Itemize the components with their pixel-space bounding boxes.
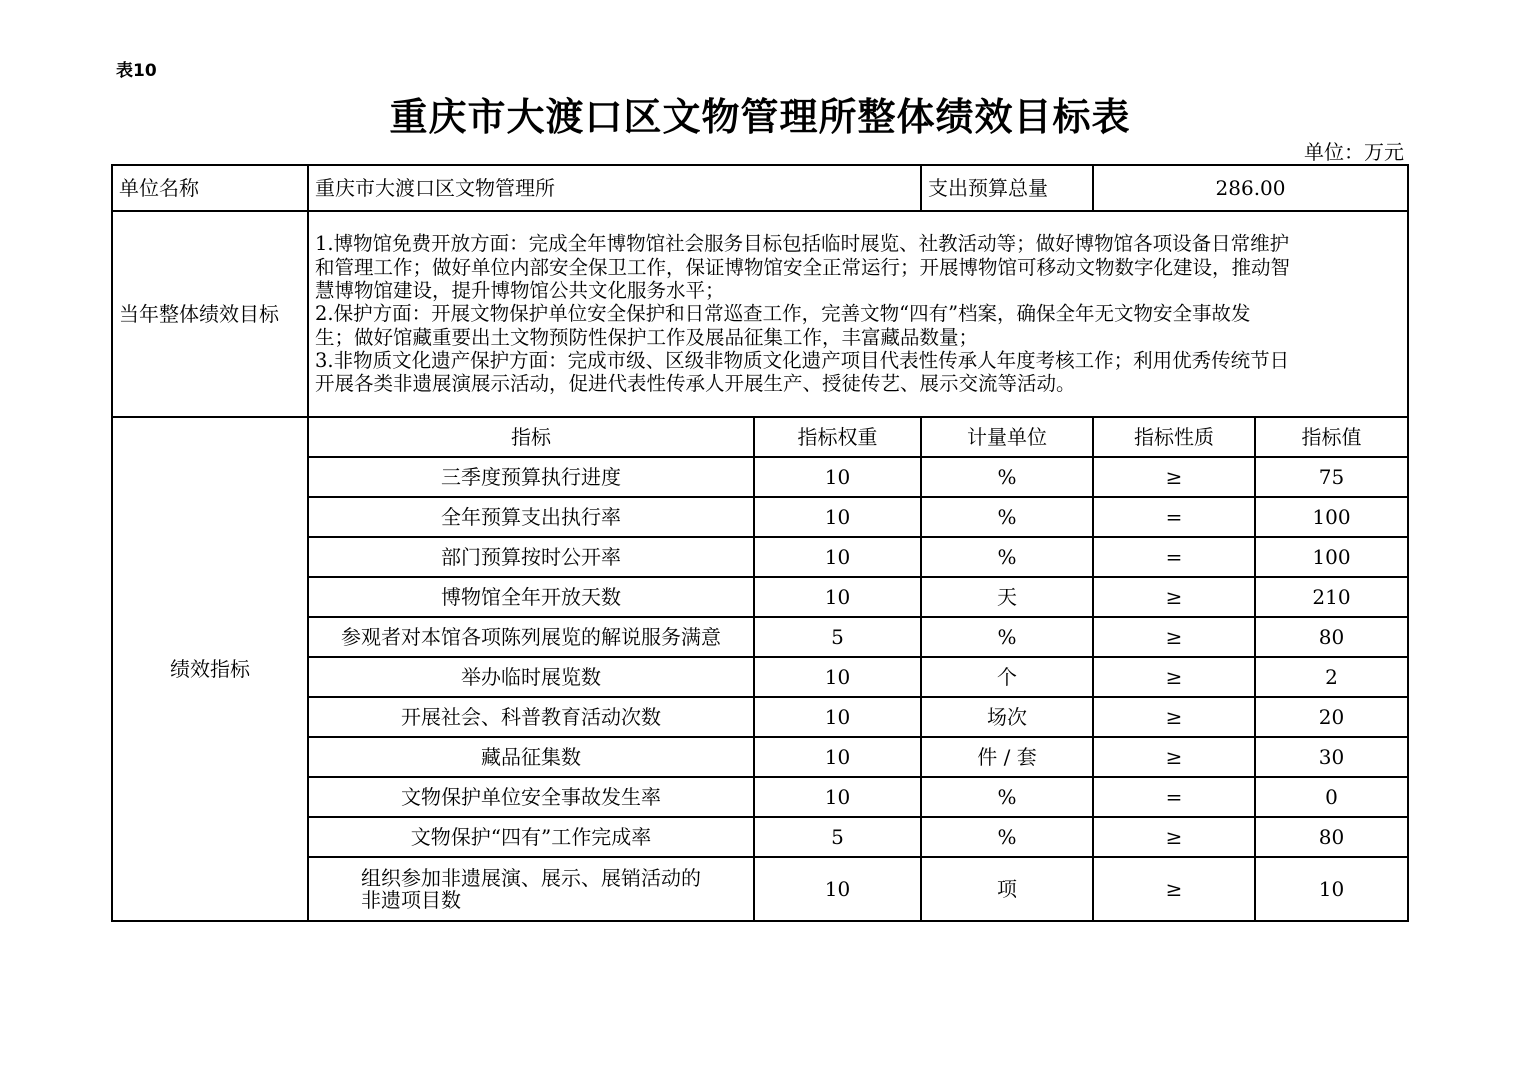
indicator-weight: 10 bbox=[754, 777, 921, 817]
goal-line: 慧博物馆建设，提升博物馆公共文化服务水平； bbox=[315, 278, 725, 302]
indicator-value: 100 bbox=[1255, 537, 1408, 577]
indicator-weight: 10 bbox=[754, 697, 921, 737]
indicator-nature: = bbox=[1093, 537, 1255, 577]
indicator-name: 藏品征集数 bbox=[308, 737, 754, 777]
indicator-weight: 10 bbox=[754, 537, 921, 577]
indicator-value: 0 bbox=[1255, 777, 1408, 817]
column-header: 计量单位 bbox=[921, 417, 1093, 457]
indicator-value: 10 bbox=[1255, 857, 1408, 921]
indicator-name: 参观者对本馆各项陈列展览的解说服务满意 bbox=[308, 617, 754, 657]
indicator-section-label: 绩效指标 bbox=[112, 417, 308, 921]
goal-line: 开展各类非遗展演展示活动，促进代表性传承人开展生产、授徒传艺、展示交流等活动。 bbox=[315, 372, 1076, 396]
indicator-name: 举办临时展览数 bbox=[308, 657, 754, 697]
currency-unit: 单位：万元 bbox=[1304, 140, 1404, 164]
indicator-unit: % bbox=[921, 617, 1093, 657]
indicator-unit: 场次 bbox=[921, 697, 1093, 737]
indicator-unit: 项 bbox=[921, 857, 1093, 921]
column-header: 指标权重 bbox=[754, 417, 921, 457]
indicator-nature: ≥ bbox=[1093, 857, 1255, 921]
indicator-nature: ≥ bbox=[1093, 617, 1255, 657]
indicator-unit: % bbox=[921, 457, 1093, 497]
indicator-weight: 10 bbox=[754, 577, 921, 617]
page-title: 重庆市大渡口区文物管理所整体绩效目标表 bbox=[389, 95, 1131, 139]
indicator-name: 文物保护“四有”工作完成率 bbox=[308, 817, 754, 857]
indicator-value: 75 bbox=[1255, 457, 1408, 497]
indicator-name: 全年预算支出执行率 bbox=[308, 497, 754, 537]
indicator-unit: % bbox=[921, 817, 1093, 857]
goal-text bbox=[308, 211, 1408, 417]
indicator-unit: % bbox=[921, 777, 1093, 817]
indicator-name-text bbox=[361, 867, 701, 911]
indicator-nature: = bbox=[1093, 777, 1255, 817]
indicator-nature: ≥ bbox=[1093, 817, 1255, 857]
column-header: 指标性质 bbox=[1093, 417, 1255, 457]
indicator-name bbox=[308, 857, 754, 921]
indicator-header-row bbox=[112, 417, 1408, 457]
indicator-value: 80 bbox=[1255, 617, 1408, 657]
indicator-weight: 10 bbox=[754, 657, 921, 697]
indicator-weight: 10 bbox=[754, 457, 921, 497]
goal-line: 和管理工作；做好单位内部安全保卫工作，保证博物馆安全正常运行；开展博物馆可移动文物数字化建设，推动智 bbox=[315, 255, 1291, 279]
indicator-value: 100 bbox=[1255, 497, 1408, 537]
budget-value: 286.00 bbox=[1093, 165, 1408, 211]
indicator-name: 部门预算按时公开率 bbox=[308, 537, 754, 577]
indicator-name-line: 非遗项目数 bbox=[361, 887, 461, 912]
column-header: 指标 bbox=[308, 417, 754, 457]
unit-name-label: 单位名称 bbox=[112, 165, 308, 211]
indicator-name-line: 组织参加非遗展演、展示、展销活动的 bbox=[361, 865, 701, 890]
indicator-nature: ≥ bbox=[1093, 577, 1255, 617]
budget-label: 支出预算总量 bbox=[921, 165, 1093, 211]
indicator-unit: 件 / 套 bbox=[921, 737, 1093, 777]
table-number: 表10 bbox=[116, 61, 157, 81]
indicator-weight: 10 bbox=[754, 857, 921, 921]
indicator-name: 博物馆全年开放天数 bbox=[308, 577, 754, 617]
indicator-weight: 5 bbox=[754, 817, 921, 857]
indicator-nature: = bbox=[1093, 497, 1255, 537]
indicator-name: 三季度预算执行进度 bbox=[308, 457, 754, 497]
indicator-nature: ≥ bbox=[1093, 657, 1255, 697]
indicator-weight: 5 bbox=[754, 617, 921, 657]
unit-info-row bbox=[112, 165, 1408, 211]
indicator-unit: 个 bbox=[921, 657, 1093, 697]
goal-line: 2.保护方面：开展文物保护单位安全保护和日常巡查工作，完善文物“四有”档案，确保全年无文物安全事故发 bbox=[315, 302, 1251, 326]
indicator-nature: ≥ bbox=[1093, 737, 1255, 777]
indicator-weight: 10 bbox=[754, 497, 921, 537]
indicator-name: 开展社会、科普教育活动次数 bbox=[308, 697, 754, 737]
performance-table bbox=[111, 164, 1409, 922]
indicator-value: 20 bbox=[1255, 697, 1408, 737]
indicator-value: 30 bbox=[1255, 737, 1408, 777]
indicator-nature: ≥ bbox=[1093, 697, 1255, 737]
goal-label: 当年整体绩效目标 bbox=[112, 211, 308, 417]
indicator-value: 210 bbox=[1255, 577, 1408, 617]
indicator-unit: % bbox=[921, 497, 1093, 537]
unit-name-value: 重庆市大渡口区文物管理所 bbox=[308, 165, 921, 211]
indicator-nature: ≥ bbox=[1093, 457, 1255, 497]
indicator-weight: 10 bbox=[754, 737, 921, 777]
column-header: 指标值 bbox=[1255, 417, 1408, 457]
goal-row bbox=[112, 211, 1408, 417]
indicator-unit: % bbox=[921, 537, 1093, 577]
indicator-name: 文物保护单位安全事故发生率 bbox=[308, 777, 754, 817]
goal-line: 3.非物质文化遗产保护方面：完成市级、区级非物质文化遗产项目代表性传承人年度考核工作；利用优秀传统节日 bbox=[315, 349, 1290, 373]
goal-line: 1.博物馆免费开放方面：完成全年博物馆社会服务目标包括临时展览、社教活动等；做好博物馆各项设备日常维护 bbox=[315, 232, 1290, 256]
goal-line: 生；做好馆藏重要出土文物预防性保护工作及展品征集工作，丰富藏品数量； bbox=[315, 325, 979, 349]
indicator-unit: 天 bbox=[921, 577, 1093, 617]
indicator-value: 80 bbox=[1255, 817, 1408, 857]
indicator-value: 2 bbox=[1255, 657, 1408, 697]
